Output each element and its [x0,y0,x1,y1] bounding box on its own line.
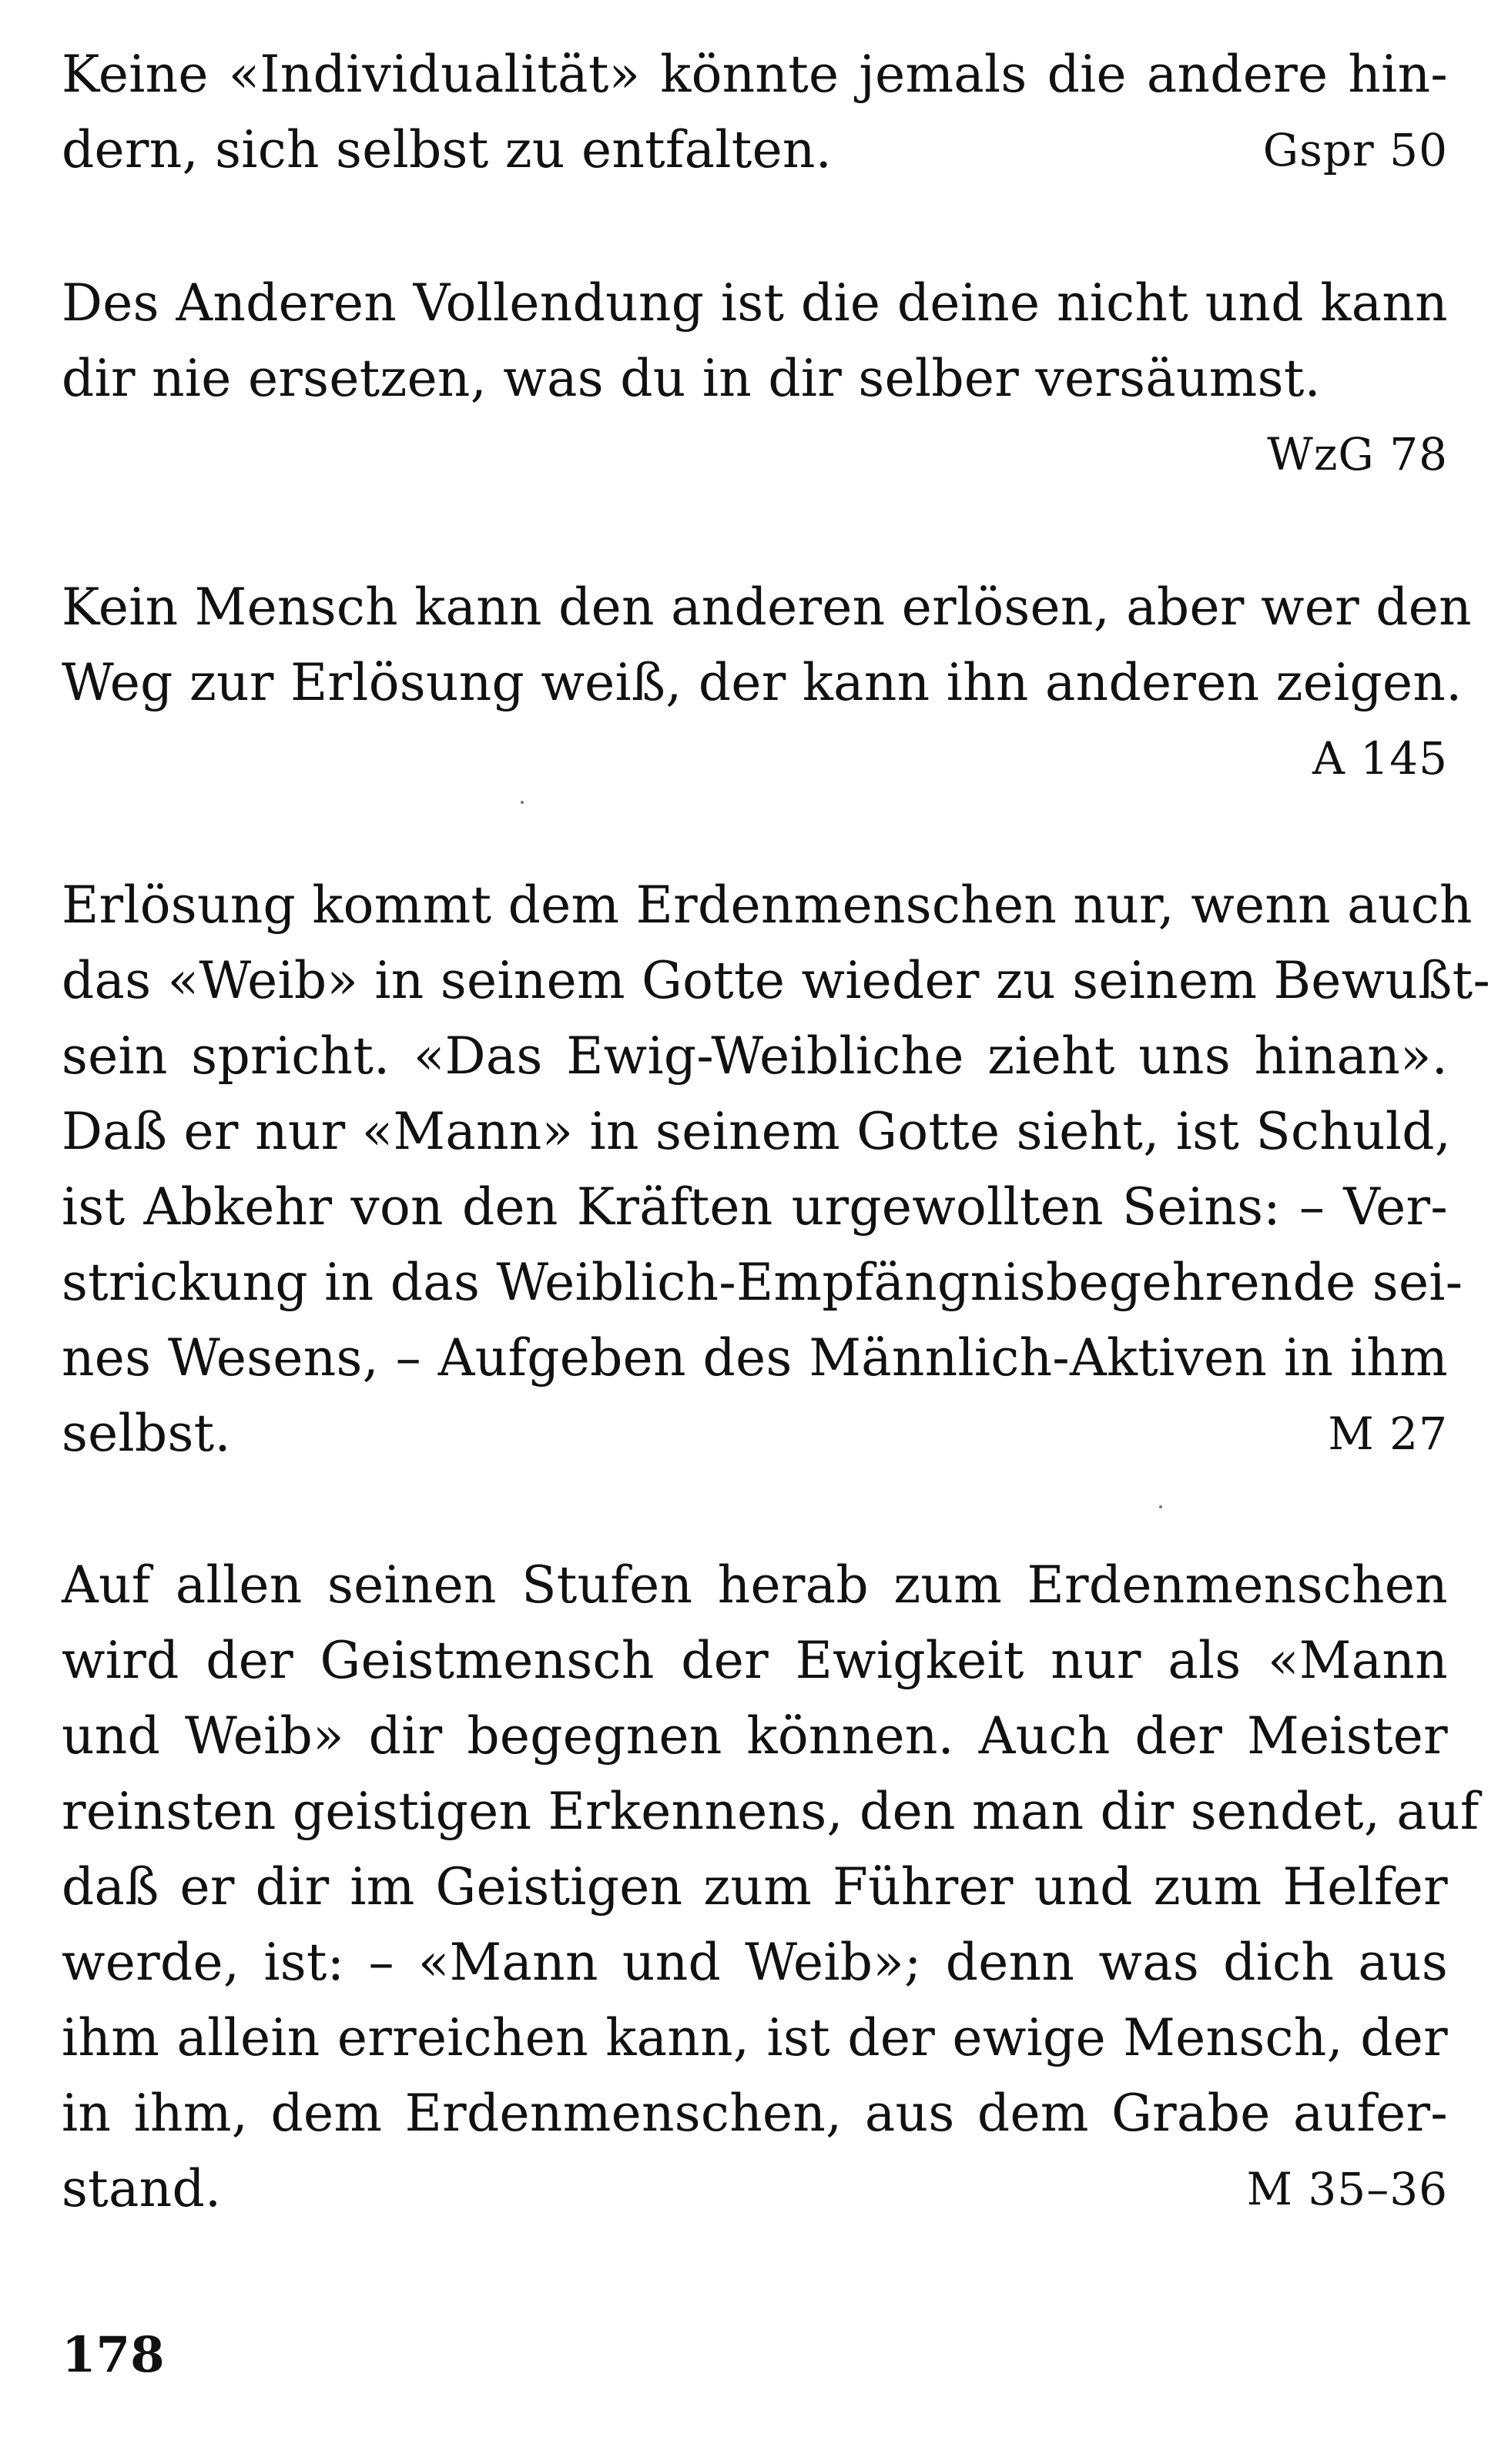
quote-line: ihm allein erreichen kann, ist der ewige Mensch, der [62,2008,1448,2067]
quote-line: Weg zur Erlösung weiß, der kann ihn anderen zeigen. [62,653,1463,712]
quote-line: Des Anderen Vollendung ist die deine nicht und kann [62,273,1448,333]
quote-line: in ihm, dem Erdenmenschen, aus dem Grabe aufer- [62,2084,1448,2143]
quote-line: Erlösung kommt dem Erdenmenschen nur, wenn auch [62,875,1473,935]
quote-line: dir nie ersetzen, was du in dir selber versäumst. [62,349,1321,408]
quote-line: daß er dir im Geistigen zum Führer und zum Helfer [62,1857,1448,1917]
source-reference: Gspr 50 [1262,124,1448,176]
scan-speck [521,801,524,804]
source-reference: WzG 78 [1267,428,1448,480]
source-reference: M 35–36 [1246,2163,1448,2215]
quote-line: Kein Mensch kann den anderen erlösen, aber wer den [62,578,1472,637]
quote-text: stand. [62,2159,222,2218]
quote-line: das «Weib» in seinem Gotte wieder zu seinem Bewußt- [62,951,1491,1010]
quote-line: Daß er nur «Mann» in seinem Gotte sieht, ist Schuld, [62,1102,1452,1161]
quote-line: Keine «Individualität» könnte jemals die andere hin- [62,45,1448,104]
quote-line: wird der Geistmensch der Ewigkeit nur als «Mann [62,1631,1448,1690]
quote-line: nes Wesens, – Aufgeben des Männlich-Aktiven in ihm [62,1328,1448,1388]
source-reference: A 145 [1312,732,1448,785]
quote-block [62,37,1448,188]
quote-line: und Weib» dir begegnen können. Auch der Meister [62,1706,1448,1766]
quote-line-last [62,2151,1448,2227]
quote-block [62,266,1448,492]
scan-speck [1159,1505,1162,1508]
quote-line-last [62,112,1448,188]
quote-line: Auf allen seinen Stufen herab zum Erdenmenschen [62,1555,1448,1615]
page-number: 178 [62,2326,165,2384]
quote-text: dern, sich selbst zu entfalten. [62,120,833,179]
quote-block [62,570,1472,796]
quote-block [62,1548,1480,2227]
source-reference: M 27 [1328,1408,1448,1460]
quote-line: strickung in das Weiblich-Empfängnisbegehrende sei- [62,1253,1463,1312]
quote-text: selbst. [62,1404,231,1463]
quote-line: werde, ist: – «Mann und Weib»; denn was dich aus [62,1933,1448,1992]
quote-line-last [62,1396,1448,1471]
quote-line: sein spricht. «Das Ewig-Weibliche zieht uns hinan». [62,1026,1448,1086]
quote-line: reinsten geistigen Erkennens, den man dir sendet, auf [62,1782,1480,1841]
quote-line: ist Abkehr von den Kräften urgewollten Seins: – Ver- [62,1177,1448,1237]
quote-block [62,868,1491,1471]
